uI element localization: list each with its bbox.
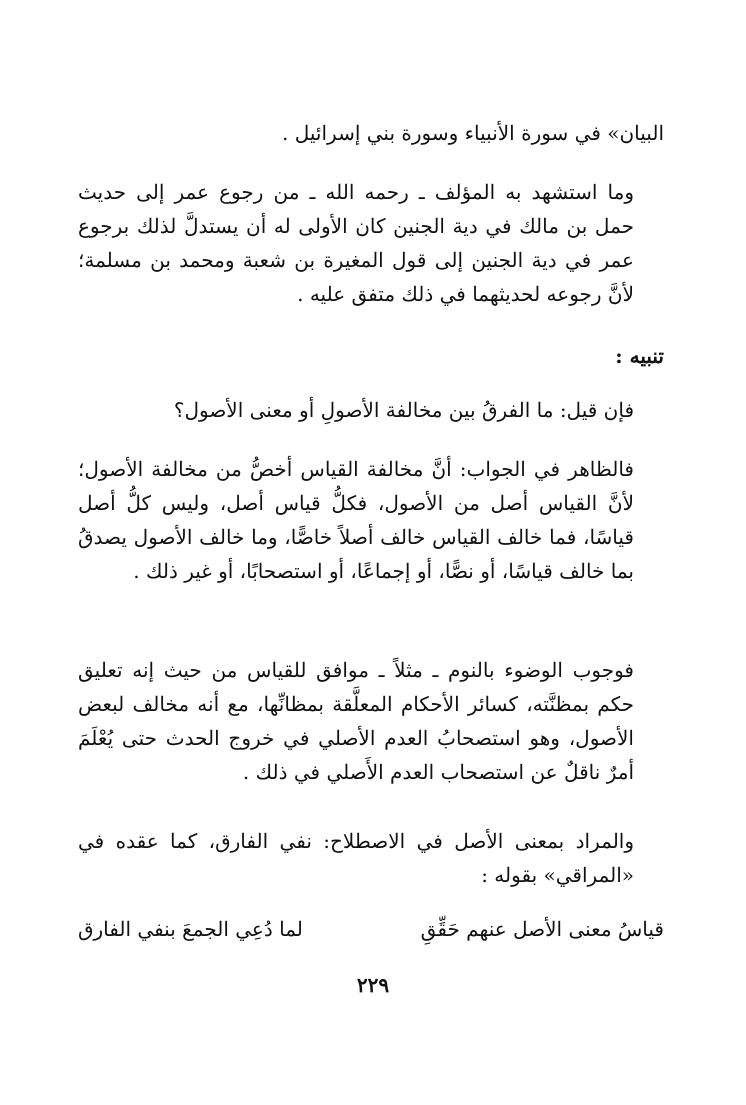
section-heading-note: تنبيه : bbox=[615, 344, 664, 368]
verse-first-hemistich: قياسُ معنى الأصل عنهم حَقِّقِ bbox=[420, 917, 664, 941]
page-number: ٢٢٩ bbox=[356, 973, 390, 997]
paragraph-wudu-example: فوجوب الوضوء بالنوم ـ مثلاً ـ موافق للقياس من حيث إنه تعليق حكم بمظنَّته، كسائر الأحكام المعلَّقة بمظانِّها، مع أنه مخالف لبعض الأصول، وهو استصحابُ العدم الأصلي في خروج الحدث حتى يُعْلَمَ أمرٌ ناقلٌ عن استصحاب العدم الأَصلي في ذلك . bbox=[78, 658, 634, 784]
verse-second-hemistich: لما دُعِي الجمعَ بنفي الفارق bbox=[78, 917, 303, 941]
paragraph-question: فإن قيل: ما الفرقُ بين مخالفة الأصولِ أو معنى الأصول؟ bbox=[173, 398, 634, 422]
paragraph-answer: فالظاهر في الجواب: أنَّ مخالفة القياس أخصُّ من مخالفة الأصول؛ لأنَّ القياس أصل من الأصول، فكلُّ قياس أصل، وليس كلُّ أصل قياسًا، فما خالف القياس خالف أصلاً خاصًّا، وما خالف الأصول يصدقُ بما خالف قياسًا، أو نصًّا، أو إجماعًا، أو استصحابًا، أو غير ذلك . bbox=[78, 457, 634, 583]
poetry-verse bbox=[78, 912, 664, 946]
paragraph-asl-meaning: والمراد بمعنى الأصل في الاصطلاح: نفي الفارق، كما عقده في «المراقي» بقوله : bbox=[78, 829, 634, 887]
paragraph-umar-hadith: وما استشهد به المؤلف ـ رحمه الله ـ من رجوع عمر إلى حديث حمل بن مالك في دية الجنين كان الأولى له أن يستدلَّ لذلك برجوع عمر في دية الجنين إلى قول المغيرة بن شعبة ومحمد بن مسلمة؛ لأنَّ رجوعه لحديثهما في ذلك متفق عليه . bbox=[78, 180, 634, 306]
continuation-line: البيان» في سورة الأنبياء وسورة بني إسرائيل . bbox=[282, 121, 664, 145]
